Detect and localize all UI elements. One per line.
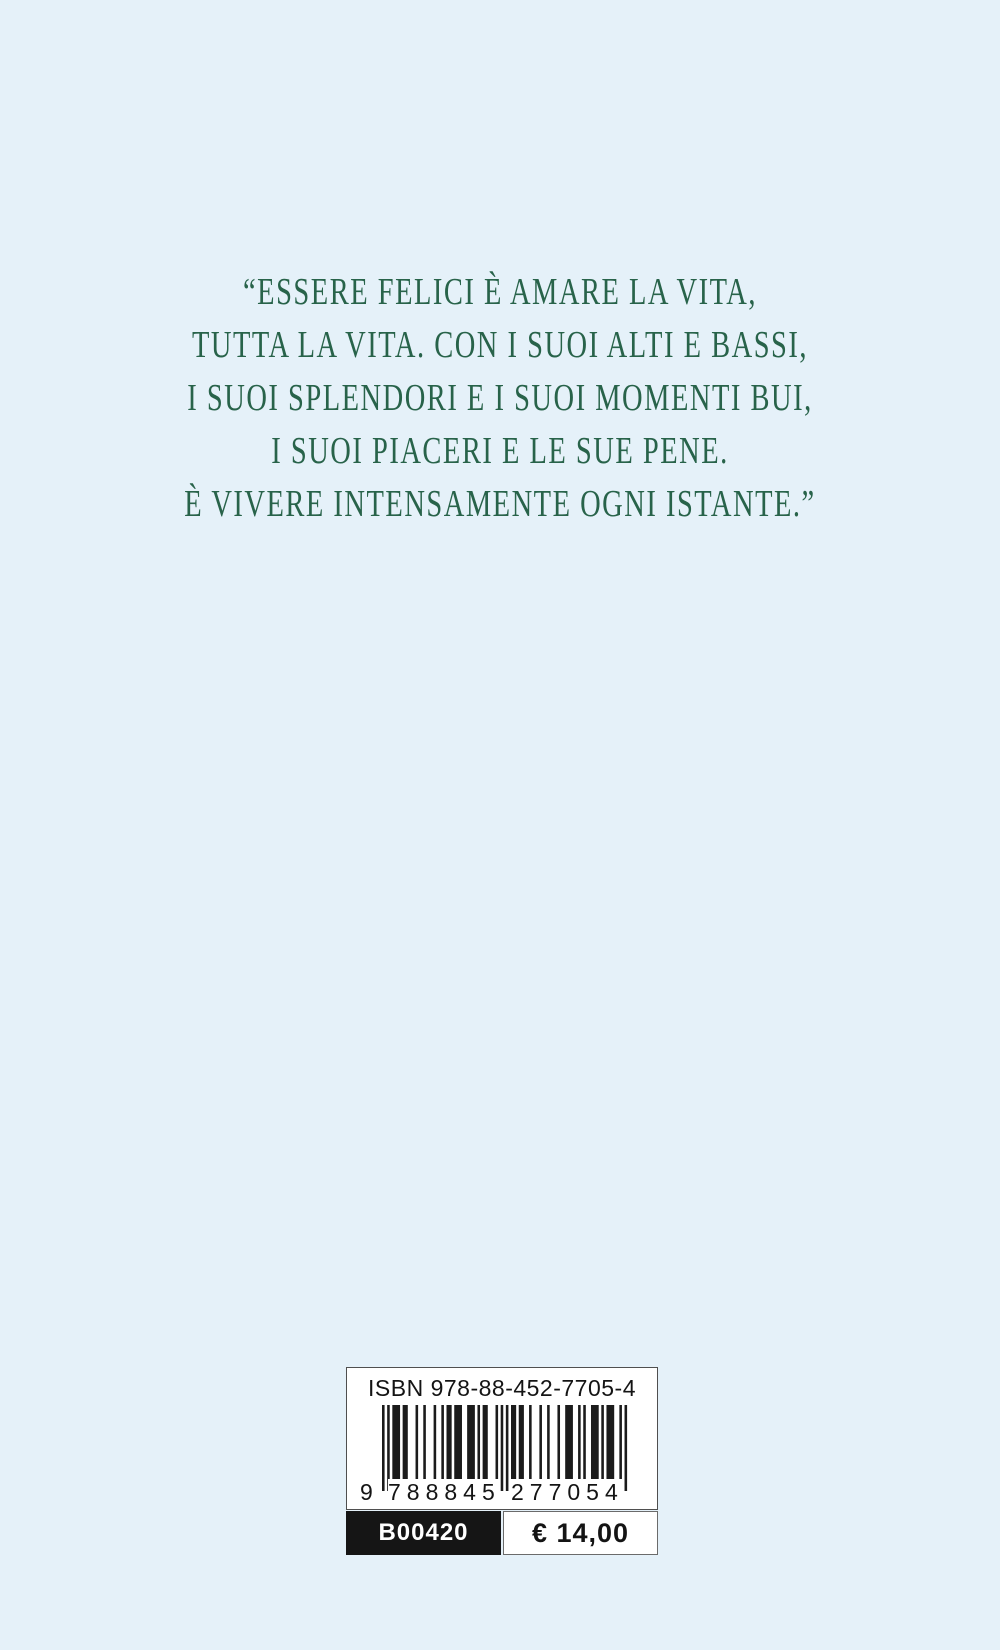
barcode-digits	[347, 1479, 657, 1507]
edition-code-badge: B00420	[346, 1511, 501, 1555]
quote-line: È VIVERE INTENSAMENTE OGNI ISTANTE.”	[184, 483, 816, 525]
barcode-digits-left: 788845	[388, 1479, 501, 1505]
price-label: € 14,00	[503, 1511, 658, 1555]
quote	[125, 266, 875, 531]
quote-line: TUTTA LA VITA. CON I SUOI ALTI E BASSI,	[191, 324, 809, 366]
barcode-digit-first: 9	[360, 1479, 373, 1505]
quote-line: “ESSERE FELICI È AMARE LA VITA,	[243, 271, 757, 313]
barcode-digits-right: 277054	[511, 1479, 624, 1505]
isbn-box	[346, 1367, 658, 1510]
quote-line: I SUOI PIACERI E LE SUE PENE.	[271, 430, 729, 472]
barcode-block	[346, 1367, 658, 1555]
isbn-label: ISBN 978-88-452-7705-4	[368, 1375, 636, 1401]
price-strip	[346, 1511, 658, 1555]
quote-line: I SUOI SPLENDORI E I SUOI MOMENTI BUI,	[187, 377, 813, 419]
